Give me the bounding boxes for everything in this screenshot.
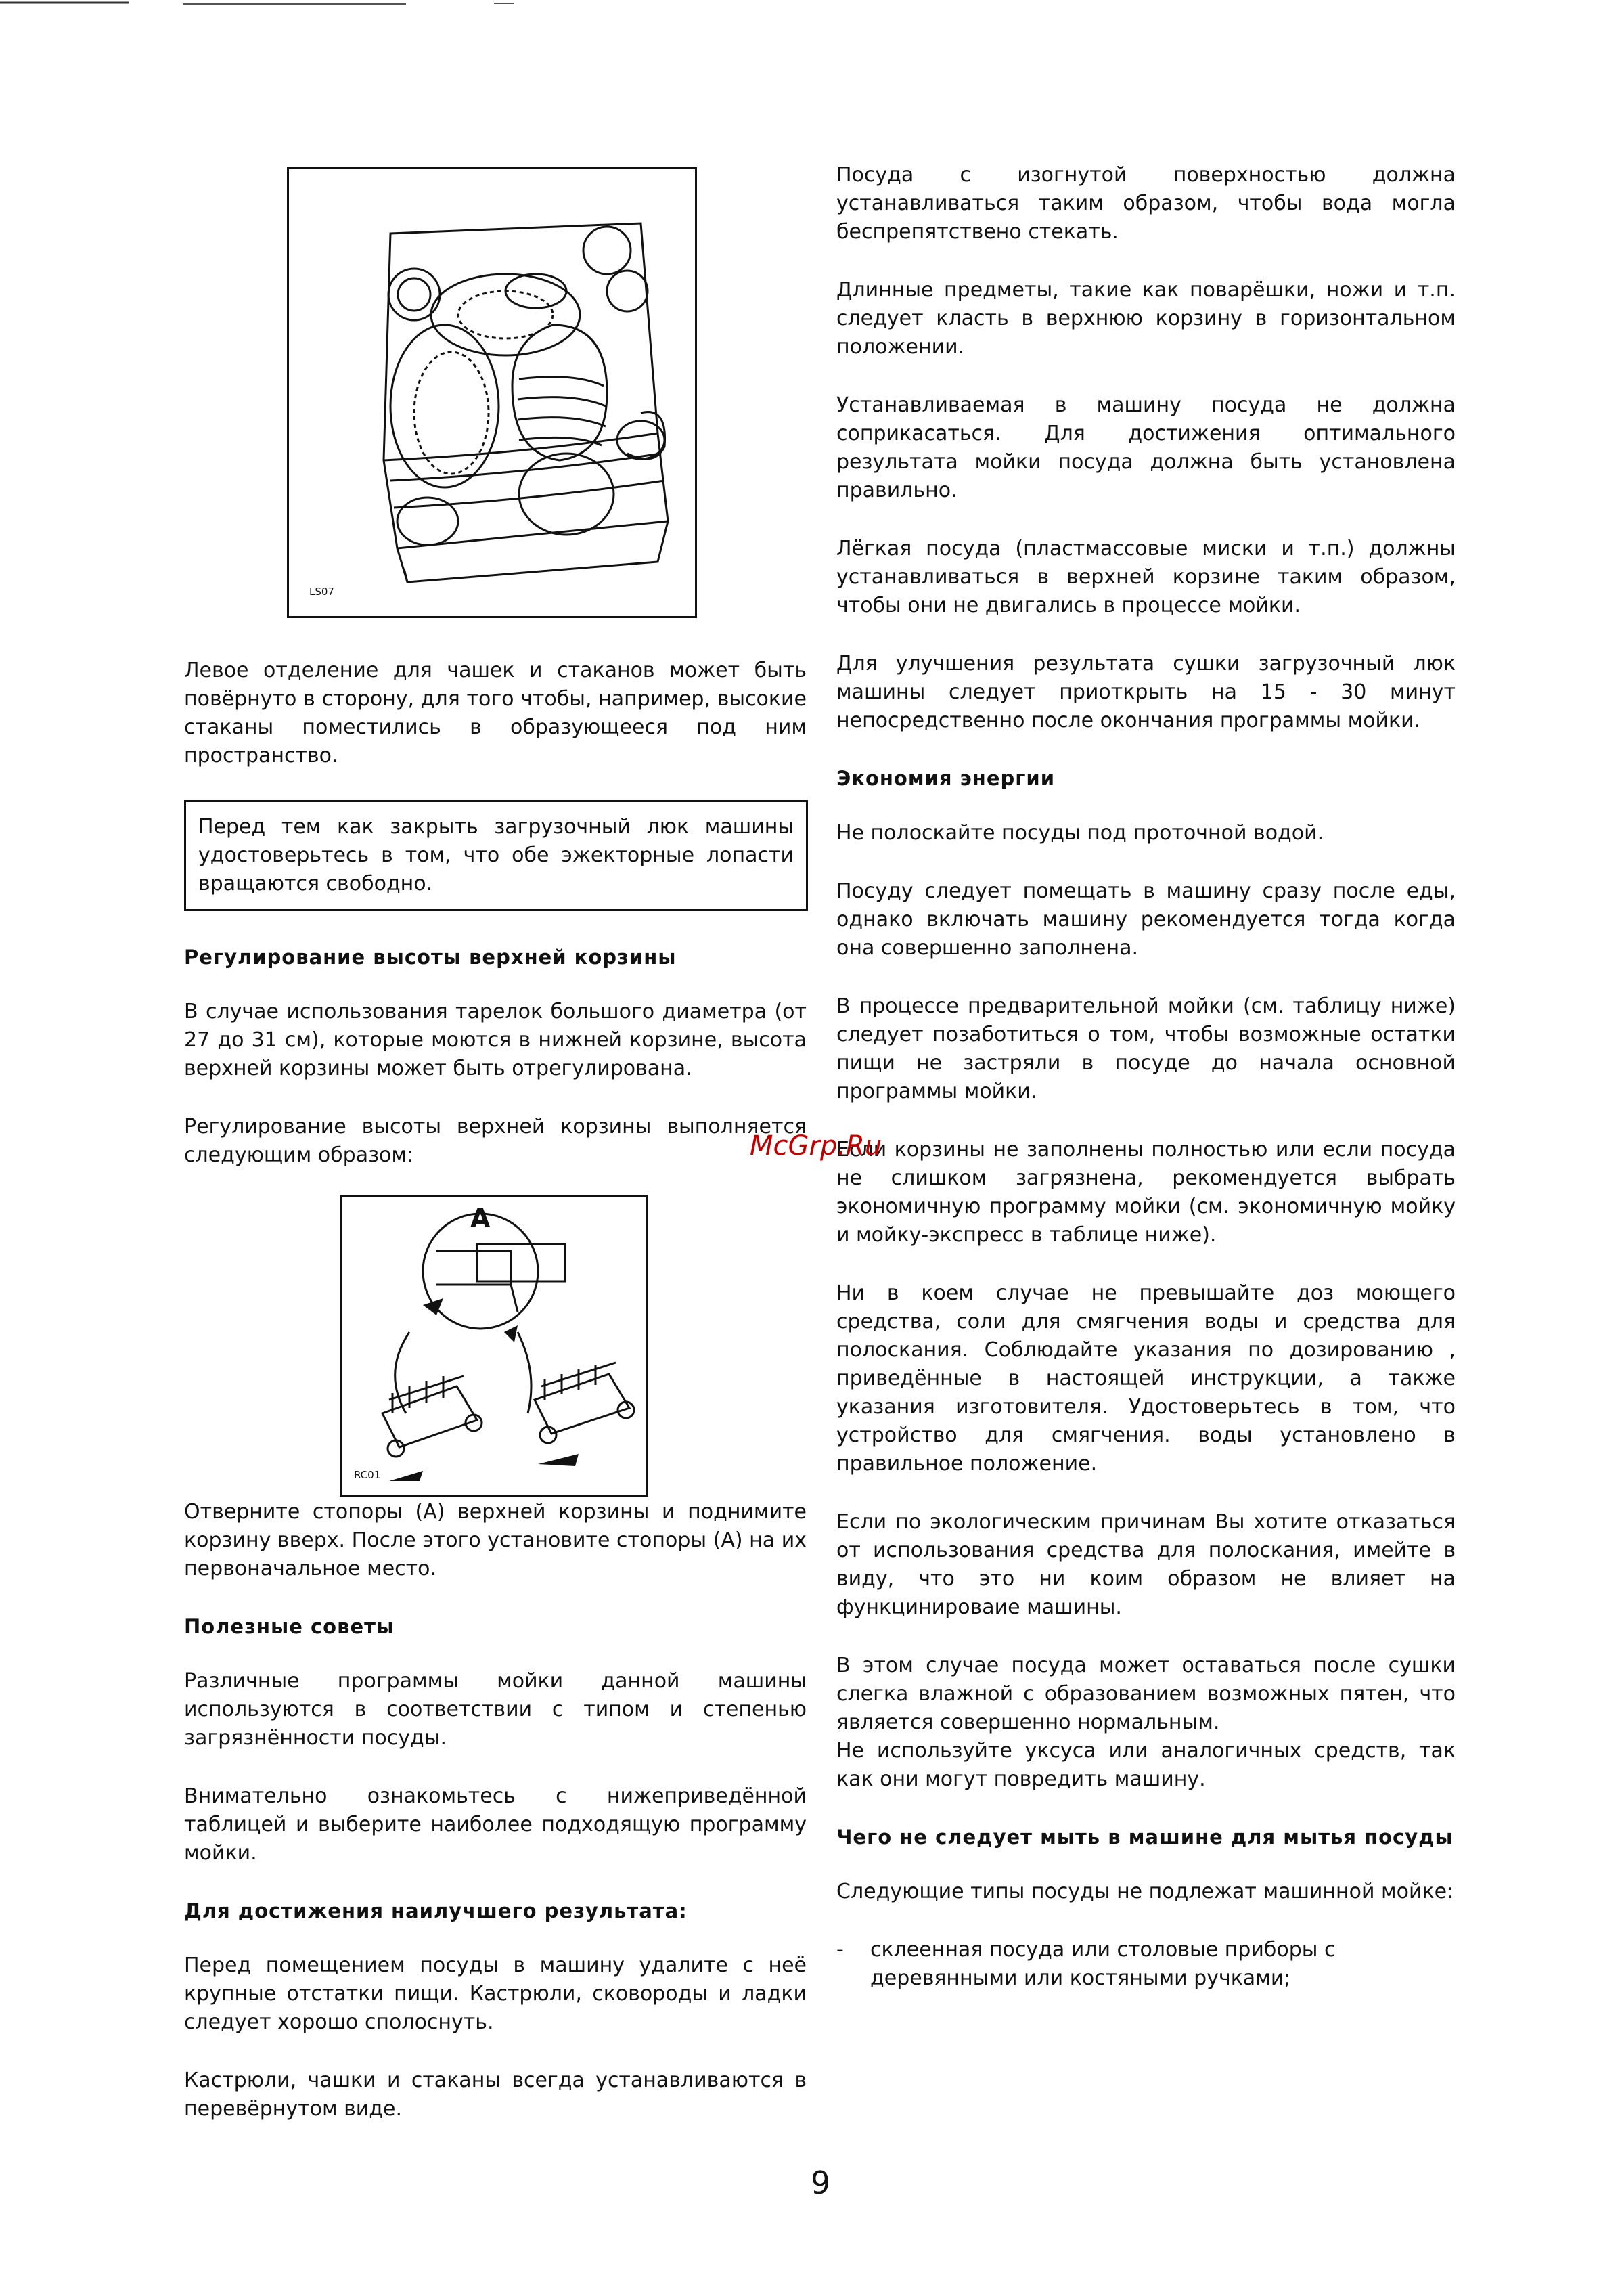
heading-best-result: Для достижения наилучшего результата: (184, 1899, 688, 1922)
list-dash: - (836, 1938, 844, 1962)
paragraph: Ни в коем случае не превышайте доз моющего средства, соли для смягчения воды и средства для полоскания. Соблюдайте указания по дозированию , приведённые в настоящей инструкции, а также указания изготовителя. Удостоверьтесь в том, что устройство для смягчения. воды установлено в правильное положение. (836, 1281, 1456, 1476)
paragraph: Регулирование высоты верхней корзины выполняется следующим образом: (184, 1115, 807, 1167)
figure-code: LS07 (309, 586, 334, 598)
note-box (184, 800, 808, 911)
paragraph: В процессе предварительной мойки (см. таблицу ниже) следует позаботиться о том, чтобы возможные остатки пищи не застряли в посуде до начала основной программы мойки. (836, 994, 1456, 1103)
basket-illustration (289, 169, 695, 616)
watermark: McGrp.Ru (750, 1130, 882, 1162)
page-number: 9 (811, 2165, 831, 2201)
figure-code: RC01 (354, 1469, 381, 1481)
paragraph: Отверните стопоры (А) верхней корзины и поднимите корзину вверх. После этого установите стопоры (А) на их первоначальное место. (184, 1500, 807, 1581)
paragraph: Если корзины не заполнены полностью или если посуда не слишком загрязнена, рекомендуется выбрать экономичную программу мойки (см. экономичную мойку и мойку-экспресс в таблице ниже). (836, 1138, 1456, 1247)
paragraph: Не полоскайте посуды под проточной водой. (836, 821, 1324, 845)
paragraph: Следующие типы посуды не подлежат машинной мойке: (836, 1880, 1454, 1903)
note-text: Перед тем как закрыть загрузочный люк машины удостоверьтесь в том, что обе эжекторные лопасти вращаются свободно. (198, 815, 794, 896)
paragraph: Различные программы мойки данной машины используются в соответствии с типом и степенью загрязнённости посуды. (184, 1669, 807, 1750)
paragraph: Не используйте уксуса или аналогичных средств, так как они могут повредить машину. (836, 1739, 1456, 1791)
paragraph: Для улучшения результата сушки загрузочный люк машины следует приоткрыть на 15 - 30 минут непосредственно после окончания программы мойки. (836, 652, 1456, 732)
paragraph: Внимательно ознакомьтесь с нижеприведённой таблицей и выберите наиболее подходящую программу мойки. (184, 1784, 807, 1865)
list-item (836, 1936, 1456, 1993)
list-item-text: склеенная посуда или столовые приборы с деревянными или костяными ручками; (870, 1938, 1336, 1990)
paragraph: Кастрюли, чашки и стаканы всегда устанавливаются в перевёрнутом виде. (184, 2069, 807, 2121)
basket-dishes-figure (287, 167, 697, 618)
paragraph: Посуду следует помещать в машину сразу после еды, однако включать машину рекомендуется тогда когда она совершенно заполнена. (836, 879, 1456, 960)
paragraph: Устанавливаемая в машину посуда не должна соприкасаться. Для достижения оптимального результата мойки посуда должна быть установлена правильно. (836, 393, 1456, 502)
paragraph: Лёгкая посуда (пластмассовые миски и т.п.) должны устанавливаться в верхней корзине таким образом, чтобы они не двигались в процессе мойки. (836, 537, 1456, 617)
heading-energy-saving: Экономия энергии (836, 767, 1056, 790)
paragraph: Перед помещением посуды в машину удалите с неё крупные отстатки пищи. Кастрюли, сковороды и ладки следует хорошо сполоснуть. (184, 1953, 807, 2034)
heading-useful-tips: Полезные советы (184, 1615, 395, 1638)
basket-adjustment-figure (340, 1195, 648, 1497)
paragraph: Если по экологическим причинам Вы хотите отказаться от использования средства для полоскания, имейте в виду, что это ни коим образом не влияет на функцинироваие машины. (836, 1510, 1456, 1619)
paragraph: Левое отделение для чашек и стаканов может быть повёрнуто в сторону, для того чтобы, например, высокие стаканы поместились в образующееся под ним пространство. (184, 659, 807, 768)
adjustment-illustration (342, 1197, 646, 1495)
paragraph: Длинные предметы, такие как поварёшки, ножи и т.п. следует класть в верхнюю корзину в горизонтальном положении. (836, 278, 1456, 359)
heading-not-washable: Чего не следует мыть в машине для мытья посуды (836, 1826, 1454, 1849)
scan-edge-marks (0, 0, 1622, 8)
heading-basket-height: Регулирование высоты верхней корзины (184, 946, 677, 969)
right-column (836, 161, 1456, 1993)
figure-label-a: A (470, 1204, 491, 1233)
paragraph: В случае использования тарелок большого диаметра (от 27 до 31 см), которые моются в нижней корзине, высота верхней корзины может быть отрегулирована. (184, 1000, 807, 1080)
paragraph: Посуда с изогнутой поверхностью должна устанавливаться таким образом, чтобы вода могла беспрепятствено стекать. (836, 163, 1456, 244)
paragraph: В этом случае посуда может оставаться после сушки слегка влажной с образованием возможных пятен, что является совершенно нормальным. (836, 1654, 1456, 1734)
